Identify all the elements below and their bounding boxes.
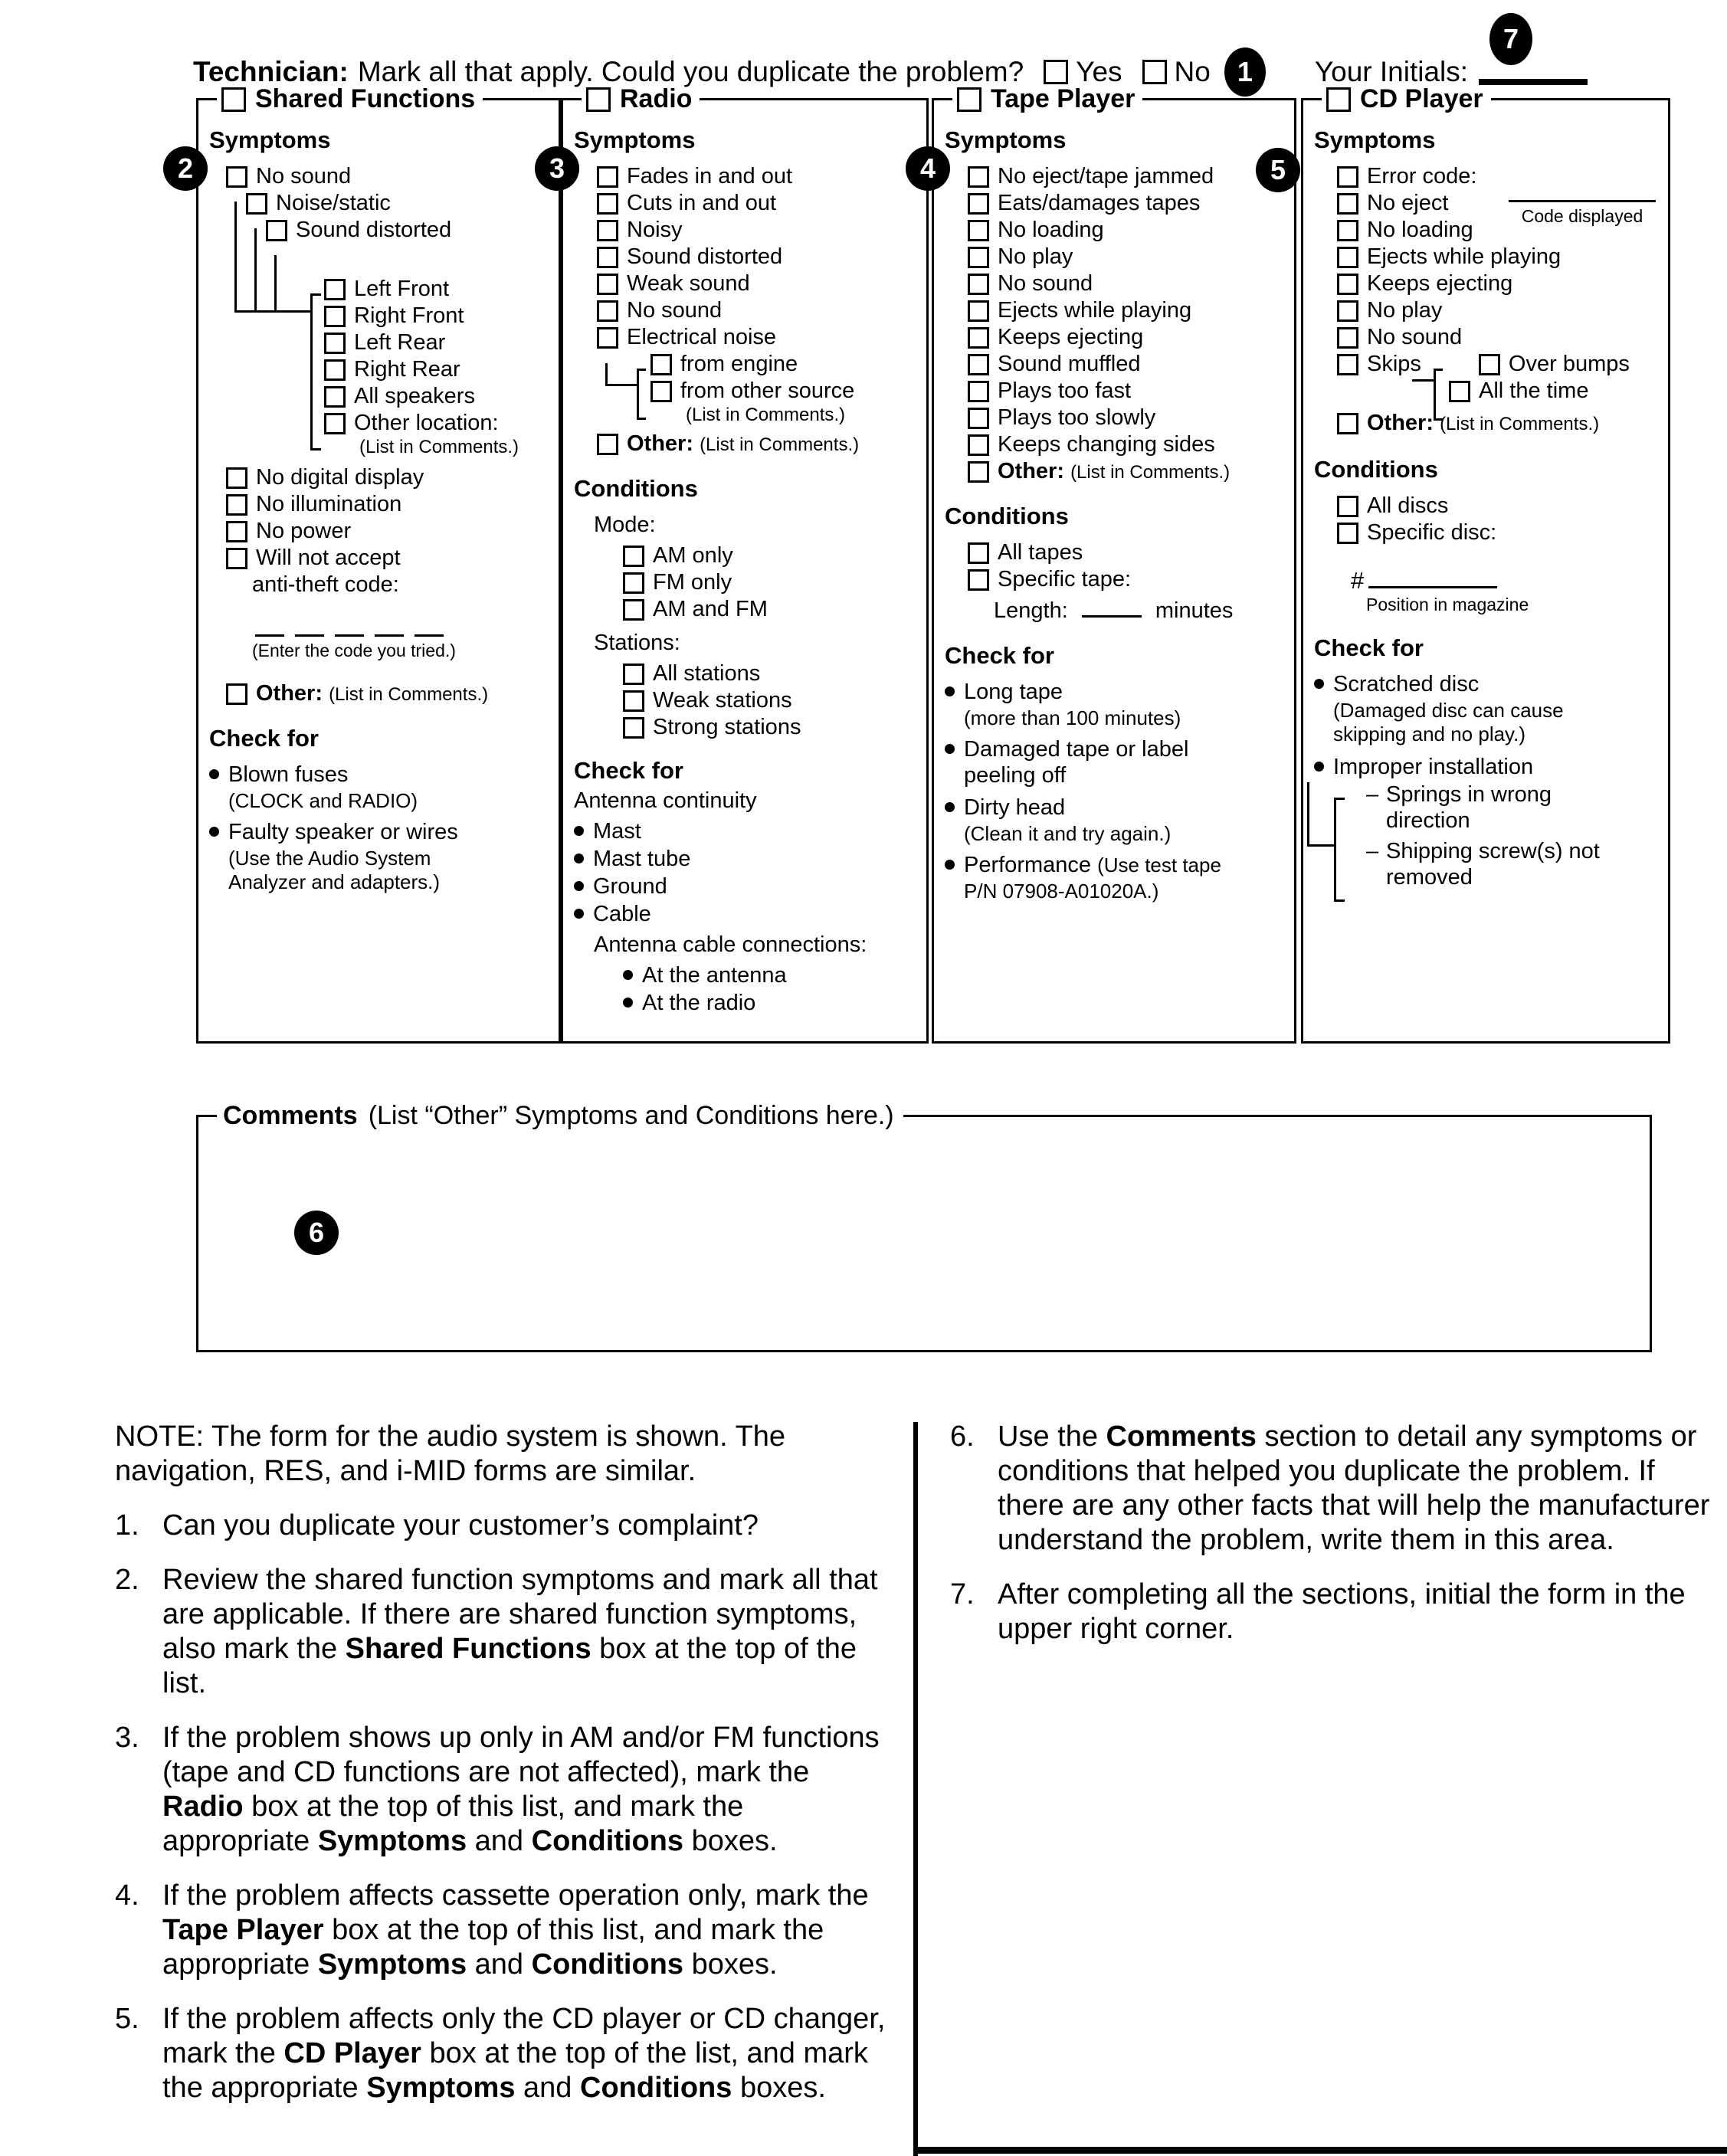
tree-gap [209, 244, 551, 276]
label-cd-no-eject: No eject [1367, 191, 1449, 215]
tree-bracket-stub [1434, 369, 1443, 371]
label-all-tapes: All tapes [998, 540, 1083, 565]
label-no-digital-display: No digital display [256, 465, 424, 490]
label-shared-other: Other: (List in Comments.) [256, 681, 489, 706]
checkbox-radio[interactable] [586, 87, 611, 112]
shared-functions-header [217, 84, 483, 114]
label-keeps-changing-sides: Keeps changing sides [998, 432, 1215, 457]
label-cd-no-loading: No loading [1367, 218, 1473, 242]
instructions-left-column [115, 1420, 890, 2125]
code-digit-line[interactable] [255, 616, 284, 637]
tape-player-title: Tape Player [991, 84, 1135, 113]
label-weak-sound: Weak sound [627, 271, 750, 296]
label-no-power: No power [256, 519, 352, 543]
tree-bracket-stub [310, 293, 321, 296]
radio-header [582, 84, 700, 114]
checkbox-shared-functions[interactable] [221, 87, 246, 112]
tape-length-row [994, 597, 1286, 624]
label-tape-other: Other: (List in Comments.) [998, 459, 1231, 483]
label-anti-theft-code: anti-theft code: [252, 572, 399, 597]
comments-writein-area[interactable] [198, 1131, 1650, 1350]
checkbox-weak-stations[interactable] [623, 690, 644, 712]
checkbox-shared-other[interactable] [226, 683, 247, 705]
checkbox-tape-other[interactable] [968, 461, 989, 483]
label-radio-no-sound: No sound [627, 298, 723, 323]
bullet-icon [945, 860, 955, 870]
checkbox-cd-no-eject[interactable] [1337, 193, 1358, 215]
checkbox-other-location[interactable] [324, 413, 346, 434]
code-entry-row [255, 616, 551, 641]
tape-player-section [932, 84, 1296, 1044]
checkbox-cuts[interactable] [597, 193, 618, 215]
label-performance: Performance (Use test tape P/N 07908-A01020A.) [964, 853, 1221, 903]
tree-line [234, 202, 237, 312]
label-faulty-speaker: Faulty speaker or wires [228, 820, 458, 844]
note-dirty-head: (Clean it and try again.) [964, 822, 1172, 845]
step-badge-4: 4 [906, 146, 950, 191]
checkbox-radio-no-sound[interactable] [597, 300, 618, 322]
checkbox-plays-too-fast[interactable] [968, 381, 989, 402]
step-number: 4. [115, 1879, 139, 1912]
checkbox-radio-other[interactable] [597, 434, 618, 455]
label-over-bumps: Over bumps [1508, 352, 1630, 376]
label-left-rear: Left Rear [354, 330, 446, 355]
checkbox-fades[interactable] [597, 166, 618, 188]
radio-title: Radio [620, 84, 693, 113]
step-badge-2: 2 [163, 146, 208, 191]
bullet-icon [1314, 679, 1324, 689]
no-label: No [1174, 56, 1211, 87]
label-will-not-accept: Will not accept [256, 546, 401, 570]
symptoms-heading: Symptoms [945, 126, 1067, 153]
checkbox-all-tapes[interactable] [968, 542, 989, 564]
column-divider [913, 1422, 918, 2156]
tree-bracket-stub [637, 369, 646, 371]
label-radio-distorted: Sound distorted [627, 244, 783, 269]
conditions-heading: Conditions [945, 503, 1069, 529]
label-eats-tapes: Eats/damages tapes [998, 191, 1201, 215]
checkbox-cd-no-sound[interactable] [1337, 327, 1358, 349]
checkbox-right-rear[interactable] [324, 359, 346, 381]
bullet-icon [574, 909, 584, 919]
hash-label: # [1351, 567, 1365, 594]
label-tape-no-play: No play [998, 244, 1073, 269]
bullet-icon [945, 744, 955, 754]
step-text: Use the Comments section to detail any symptoms or conditions that helped you duplicate the problem. If there are any other facts that will help the manufacturer understand the problem, write them in this area. [998, 1420, 1710, 1556]
bottom-rule [913, 2147, 1727, 2154]
antenna-cable-connections-label: Antenna cable connections: [594, 932, 867, 957]
tree-line [274, 255, 277, 312]
step-number: 1. [115, 1509, 139, 1542]
label-all-speakers: All speakers [354, 384, 475, 408]
label-damaged-tape: Damaged tape or label peeling off [964, 737, 1189, 788]
label-at-radio: At the radio [642, 991, 756, 1015]
note-faulty-speaker: (Use the Audio System Analyzer and adapters.) [228, 847, 441, 893]
label-specific-disc: Specific disc: [1367, 520, 1497, 545]
step-text: Review the shared function symptoms and mark all that are applicable. If there are shared function symptoms, also mark the Shared Functions box at the top of the list. [162, 1564, 878, 1699]
checkbox-sound-muffled[interactable] [968, 354, 989, 375]
tree-line [605, 363, 608, 385]
tree-bracket-stub [1334, 899, 1345, 902]
label-fades: Fades in and out [627, 164, 793, 188]
error-code-caption: Code displayed [1521, 206, 1643, 226]
bullet-icon [574, 854, 584, 863]
label-left-front: Left Front [354, 277, 450, 301]
symptoms-heading: Symptoms [209, 126, 331, 153]
label-sound-muffled: Sound muffled [998, 352, 1141, 376]
label-blown-fuses: Blown fuses [228, 762, 349, 787]
checkbox-fm-only[interactable] [623, 572, 644, 594]
checkbox-cd-no-loading[interactable] [1337, 220, 1358, 241]
label-long-tape: Long tape [964, 680, 1063, 704]
check-for-heading: Check for [1314, 634, 1424, 661]
label-dirty-head: Dirty head [964, 795, 1066, 820]
label-cd-other: Other: (List in Comments.) [1367, 411, 1600, 435]
length-input-line[interactable] [1082, 597, 1142, 618]
tree-bracket-stub [310, 448, 321, 451]
checkbox-electrical-noise[interactable] [597, 327, 618, 349]
checkbox-left-rear[interactable] [324, 333, 346, 354]
label-sound-distorted: Sound distorted [296, 218, 452, 242]
label-electrical-noise: Electrical noise [627, 325, 777, 349]
label-specific-tape: Specific tape: [998, 567, 1132, 591]
label-mast: Mast [593, 819, 641, 844]
radio-section [561, 84, 929, 1044]
step-text: After completing all the sections, initial the form in the upper right corner. [998, 1578, 1686, 1645]
label-cd-ejects-playing: Ejects while playing [1367, 244, 1562, 269]
step-badge-1: 1 [1224, 48, 1266, 97]
error-code-input-line[interactable] [1509, 200, 1656, 202]
checkbox-noisy[interactable] [597, 220, 618, 241]
tree-line [1307, 844, 1334, 847]
label-radio-other: Other: (List in Comments.) [627, 431, 860, 456]
checkbox-sound-distorted[interactable] [266, 220, 287, 241]
label-other-location: Other location: [354, 411, 499, 435]
checkbox-specific-disc[interactable] [1337, 523, 1358, 544]
tree-line [1412, 379, 1434, 382]
step-text: If the problem affects only the CD player or CD changer, mark the CD Player box at the top of the list, and mark the appropriate Symptoms and Conditions boxes. [162, 2003, 886, 2104]
checkbox-cd-no-play[interactable] [1337, 300, 1358, 322]
step-badge-6: 6 [294, 1211, 339, 1255]
step-number: 2. [115, 1564, 139, 1596]
tree-bracket [637, 369, 639, 420]
comments-section [196, 1101, 1652, 1352]
note-scratched-disc: (Damaged disc can cause skipping and no play.) [1333, 699, 1564, 745]
bullet-icon [209, 769, 219, 779]
step-number: 7. [950, 1578, 975, 1610]
label-noise-static: Noise/static [276, 191, 391, 215]
checkbox-no-illumination[interactable] [226, 494, 247, 516]
length-label: Length: [994, 598, 1068, 623]
note-long-tape: (more than 100 minutes) [964, 706, 1181, 729]
tree-line [234, 310, 310, 313]
checkbox-all-stations[interactable] [623, 664, 644, 685]
bullet-icon [574, 881, 584, 891]
checkbox-tape-no-loading[interactable] [968, 220, 989, 241]
header-question: Mark all that apply. Could you duplicate the problem? [357, 56, 1024, 87]
note-blown-fuses: (CLOCK and RADIO) [228, 789, 418, 812]
check-for-heading: Check for [945, 642, 1054, 669]
antenna-continuity-label: Antenna continuity [574, 788, 757, 813]
label-tape-ejects-playing: Ejects while playing [998, 298, 1192, 323]
step-number: 6. [950, 1420, 975, 1453]
checkbox-no-digital-display[interactable] [226, 467, 247, 489]
checkbox-no-sound[interactable] [226, 166, 247, 188]
initials-label: Your Initials: [1314, 56, 1469, 87]
comments-title: Comments [223, 1101, 358, 1130]
stations-subheading: Stations: [594, 631, 680, 655]
step-number: 5. [115, 2003, 139, 2035]
checkbox-anti-theft[interactable] [226, 548, 247, 569]
shared-functions-title: Shared Functions [255, 84, 476, 113]
tree-bracket-stub [637, 418, 646, 420]
checkbox-right-front[interactable] [324, 306, 346, 327]
bullet-icon [623, 970, 633, 980]
label-cd-no-sound: No sound [1367, 325, 1463, 349]
checkbox-radio-distorted[interactable] [597, 247, 618, 268]
checkbox-specific-tape[interactable] [968, 569, 989, 591]
checkbox-error-code[interactable] [1337, 166, 1358, 188]
label-ground: Ground [593, 874, 667, 899]
label-cd-no-play: No play [1367, 298, 1443, 323]
label-tape-keeps-ejecting: Keeps ejecting [998, 325, 1144, 349]
bullet-icon [945, 686, 955, 696]
dash-icon: – [1366, 839, 1379, 863]
instruction-step-1 [115, 1509, 890, 1543]
tree-bracket [1434, 369, 1436, 421]
instruction-step-4 [115, 1879, 890, 1982]
conditions-heading: Conditions [574, 475, 698, 502]
label-am-and-fm: AM and FM [653, 597, 768, 621]
checkbox-cd-player[interactable] [1326, 87, 1351, 112]
instruction-step-2 [115, 1563, 890, 1701]
label-no-eject-jammed: No eject/tape jammed [998, 164, 1214, 188]
checkbox-tape-no-play[interactable] [968, 247, 989, 268]
label-error-code: Error code: [1367, 164, 1477, 188]
code-digit-line[interactable] [375, 616, 404, 637]
checkbox-skips-all-time[interactable] [1449, 381, 1470, 402]
disc-number-row [1351, 567, 1660, 595]
label-right-front: Right Front [354, 303, 464, 328]
shared-functions-section [196, 84, 561, 1044]
step-badge-3: 3 [535, 146, 579, 191]
step-text: Can you duplicate your customer’s complaint? [162, 1509, 759, 1542]
minutes-label: minutes [1155, 598, 1234, 623]
yes-label: Yes [1076, 56, 1122, 87]
checkbox-tape-keeps-ejecting[interactable] [968, 327, 989, 349]
label-at-antenna: At the antenna [642, 963, 787, 988]
checkbox-tape-no-sound[interactable] [968, 274, 989, 295]
cd-player-section [1301, 84, 1670, 1044]
label-improper-installation: Improper installation [1333, 755, 1534, 779]
tree-line [605, 384, 637, 386]
position-caption: Position in magazine [1366, 595, 1529, 614]
label-strong-stations: Strong stations [653, 715, 801, 739]
checkbox-tape-player[interactable] [957, 87, 981, 112]
cd-player-header [1322, 84, 1491, 114]
tree-bracket-stub [1334, 798, 1345, 800]
instructions-right-column [950, 1420, 1716, 1666]
checkbox-from-engine[interactable] [650, 354, 672, 375]
technician-label: Technician: [193, 56, 349, 87]
label-from-other-source: from other source [680, 378, 855, 403]
checkbox-tape-ejects-playing[interactable] [968, 300, 989, 322]
checkbox-duplicate-yes[interactable] [1044, 60, 1068, 84]
checkbox-from-other-source[interactable] [650, 381, 672, 402]
checkbox-all-speakers[interactable] [324, 386, 346, 408]
label-weak-stations: Weak stations [653, 688, 792, 713]
checkbox-cd-other[interactable] [1337, 413, 1358, 434]
conditions-heading: Conditions [1314, 456, 1438, 483]
checkbox-no-power[interactable] [226, 521, 247, 542]
checkbox-cd-keeps-ejecting[interactable] [1337, 274, 1358, 295]
label-all-stations: All stations [653, 661, 761, 686]
tape-player-header [952, 84, 1142, 114]
label-cable: Cable [593, 902, 651, 926]
label-all-the-time: All the time [1479, 378, 1589, 403]
tree-line [1307, 782, 1309, 847]
checkbox-am-and-fm[interactable] [623, 599, 644, 621]
checkbox-cd-ejects-playing[interactable] [1337, 247, 1358, 268]
tree-bracket-stub [1434, 418, 1443, 421]
code-digit-line[interactable] [415, 616, 444, 637]
instruction-step-3 [115, 1721, 890, 1859]
instruction-step-5 [115, 2002, 890, 2105]
tree-bracket [1334, 798, 1336, 902]
checkbox-keeps-changing-sides[interactable] [968, 434, 989, 456]
tree-line [254, 228, 257, 312]
label-right-rear: Right Rear [354, 357, 460, 382]
checkbox-eats-tapes[interactable] [968, 193, 989, 215]
instruction-step-7 [950, 1578, 1716, 1646]
bullet-icon [1314, 762, 1324, 772]
checkbox-skips[interactable] [1337, 354, 1358, 375]
checkbox-skips-over-bumps[interactable] [1479, 354, 1500, 375]
mode-subheading: Mode: [594, 513, 656, 537]
instruction-step-6 [950, 1420, 1716, 1558]
checkbox-strong-stations[interactable] [623, 717, 644, 739]
cd-player-title: CD Player [1360, 84, 1483, 113]
label-skips: Skips [1367, 352, 1421, 376]
label-all-discs: All discs [1367, 493, 1449, 518]
check-for-heading: Check for [574, 757, 683, 784]
tree-bracket [310, 293, 313, 451]
checkbox-left-front[interactable] [324, 279, 346, 300]
label-no-illumination: No illumination [256, 492, 402, 516]
note-paragraph: NOTE: The form for the audio system is shown. The navigation, RES, and i-MID forms are similar. [115, 1420, 786, 1487]
label-plays-too-slowly: Plays too slowly [998, 405, 1156, 430]
step-text: If the problem shows up only in AM and/or FM functions (tape and CD functions are not affected), mark the Radio box at the top of this list, and mark the appropriate Symptoms and Conditions boxes. [162, 1722, 880, 1857]
bullet-icon [623, 998, 633, 1008]
step-text: If the problem affects cassette operation only, mark the Tape Player box at the top of this list, and mark the appropriate Symptoms and Conditions boxes. [162, 1879, 869, 1981]
label-mast-tube: Mast tube [593, 847, 691, 871]
checkbox-duplicate-no[interactable] [1142, 60, 1167, 84]
step-badge-7: 7 [1489, 13, 1532, 65]
bullet-icon [574, 826, 584, 836]
bullet-icon [209, 827, 219, 837]
code-digit-line[interactable] [335, 616, 364, 637]
comments-header [217, 1101, 903, 1131]
checkbox-weak-sound[interactable] [597, 274, 618, 295]
checkbox-noise-static[interactable] [246, 193, 267, 215]
step-number: 3. [115, 1722, 139, 1754]
label-no-sound: No sound [256, 164, 352, 188]
symptoms-heading: Symptoms [574, 126, 696, 153]
label-cd-keeps-ejecting: Keeps ejecting [1367, 271, 1513, 296]
note-list-in-comments: (List in Comments.) [686, 405, 846, 425]
label-scratched-disc: Scratched disc [1333, 672, 1480, 696]
note-list-in-comments: (List in Comments.) [359, 437, 519, 457]
checkbox-all-discs[interactable] [1337, 496, 1358, 517]
label-fm-only: FM only [653, 570, 732, 595]
label-cuts: Cuts in and out [627, 191, 777, 215]
label-shipping-screws: Shipping screw(s) not removed [1386, 839, 1600, 890]
comments-subtitle: (List “Other” Symptoms and Conditions here.) [368, 1101, 894, 1130]
label-tape-no-sound: No sound [998, 271, 1093, 296]
checkbox-plays-too-slowly[interactable] [968, 408, 989, 429]
checkbox-am-only[interactable] [623, 546, 644, 567]
checkbox-no-eject-jammed[interactable] [968, 166, 989, 188]
label-am-only: AM only [653, 543, 733, 568]
label-plays-too-fast: Plays too fast [998, 378, 1132, 403]
disc-number-line[interactable] [1368, 568, 1497, 588]
check-for-heading: Check for [209, 725, 319, 752]
step-badge-5: 5 [1256, 148, 1300, 192]
label-noisy: Noisy [627, 218, 683, 242]
dash-icon: – [1366, 782, 1379, 807]
code-hint: (Enter the code you tried.) [252, 641, 456, 660]
bullet-icon [945, 802, 955, 812]
code-digit-line[interactable] [295, 616, 324, 637]
label-springs-wrong: Springs in wrong direction [1386, 782, 1552, 833]
label-from-engine: from engine [680, 352, 798, 376]
symptoms-heading: Symptoms [1314, 126, 1436, 153]
label-tape-no-loading: No loading [998, 218, 1104, 242]
